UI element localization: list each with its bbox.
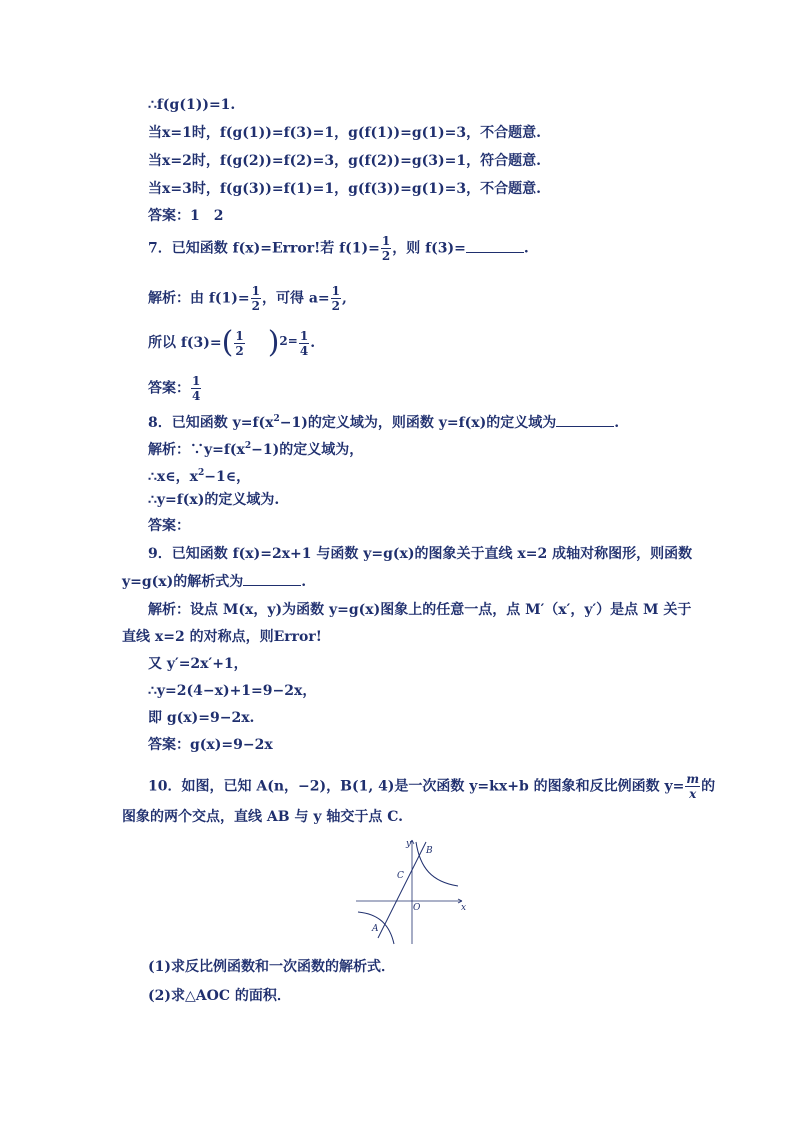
fraction-half [381, 234, 391, 263]
question-7 [148, 234, 529, 263]
solution-9-3 [148, 655, 248, 673]
fraction [685, 772, 700, 801]
text: 10．如图，已知 A(n，−2)，B(1, 4)是一次函数 y=kx+b 的图象和反比例函数 y= [148, 778, 685, 795]
coordinate-figure [350, 838, 472, 946]
label-a: A [372, 924, 379, 934]
text: 解析：由 f(1)= [148, 290, 250, 307]
solution-9-5 [148, 709, 254, 727]
solution-7-result [148, 325, 316, 360]
answer-8 [148, 517, 190, 535]
label-b: B [426, 846, 433, 856]
text: −1)的定义域为， [251, 442, 364, 458]
numerator: 1 [331, 284, 341, 298]
text: 的 [701, 778, 716, 795]
fraction [191, 374, 201, 403]
numerator: 1 [235, 328, 244, 343]
answer-6 [148, 207, 223, 225]
text: 2= [279, 334, 298, 348]
answer-blank [466, 240, 524, 253]
denominator: 4 [192, 389, 201, 403]
text: 解析：∵y=f(x [148, 442, 245, 458]
text: 9．已知函数 f(x)=2x+1 与函数 y=g(x)的图象关于直线 x=2 成轴对称图形，则函数 [148, 546, 693, 562]
answer-blank [243, 573, 301, 586]
line-4 [148, 180, 541, 198]
superscript: 2 [197, 468, 205, 478]
text: (2)求△AOC 的面积． [148, 988, 291, 1004]
right-paren: ) [267, 325, 280, 360]
text: 当x=1时，f(g(1))=f(3)=1，g(f(1))=g(1)=3，不合题意. [148, 125, 541, 141]
denominator: 2 [235, 343, 244, 358]
text: 当x=3时，f(g(3))=f(1)=1，g(f(3))=g(1)=3，不合题意. [148, 181, 541, 197]
denominator: 2 [331, 299, 341, 313]
text: −1)的定义域为，则函数 y=f(x)的定义域为 [279, 415, 557, 431]
label-c: C [397, 871, 404, 881]
numerator: 1 [251, 284, 260, 298]
text: ∴y=f(x)的定义域为. [148, 492, 280, 508]
solution-9-2 [122, 628, 322, 646]
question-9-1 [148, 545, 692, 563]
solution-7 [148, 284, 347, 313]
text: 答案： [148, 518, 190, 534]
text: . [614, 415, 620, 431]
denominator: 4 [299, 343, 309, 358]
text: , [342, 290, 347, 307]
text: 答案： [148, 380, 190, 397]
text: . [310, 335, 316, 351]
text: y=g(x)的解析式为 [122, 574, 244, 590]
line-ab [378, 842, 426, 938]
question-10-2 [122, 808, 403, 826]
fraction [251, 284, 261, 313]
label-x: x [461, 903, 467, 913]
label-o: O [413, 903, 421, 913]
question-10-part-2 [148, 987, 291, 1005]
numerator: 1 [299, 328, 309, 343]
superscript: 2 [273, 414, 280, 424]
numerator: 1 [192, 374, 201, 388]
question-9-2 [122, 573, 306, 591]
answer-blank [556, 414, 614, 427]
text: 直线 x=2 的对称点，则Error! [122, 629, 322, 645]
text: . [301, 574, 307, 590]
text: 答案：g(x)=9−2x [148, 737, 273, 753]
denominator: 2 [381, 249, 391, 263]
solution-8-3 [148, 491, 279, 509]
text: 7．已知函数 f(x)=Error!若 f(1)= [148, 240, 380, 257]
text: −1∈， [204, 469, 251, 485]
text: (1)求反比例函数和一次函数的解析式． [148, 959, 395, 975]
solution-8-2 [148, 464, 250, 486]
text: 答案：1 2 [148, 208, 224, 224]
label-y: y [406, 839, 412, 849]
numerator: 1 [381, 234, 391, 248]
text: ∴y=2(4−x)+1=9−2x， [148, 683, 317, 699]
numerator: m [686, 772, 700, 786]
answer-9 [148, 736, 273, 754]
text: 图象的两个交点，直线 AB 与 y 轴交于点 C. [122, 809, 403, 825]
text: 又 y′=2x′+1， [148, 656, 248, 672]
text: 所以 f(3)= [148, 335, 222, 351]
text: . [523, 240, 529, 257]
text: ∴x∈，x [148, 469, 198, 485]
denominator: x [689, 787, 697, 801]
denominator: 2 [251, 299, 260, 313]
text: ，则 f(3)= [392, 240, 466, 257]
text: 解析：设点 M(x，y)为函数 y=g(x)图象上的任意一点，点 M′（x′，y′）是点 M 关于 [148, 602, 692, 618]
fraction [299, 329, 309, 358]
line-1 [148, 96, 235, 114]
solution-8-1 [148, 437, 363, 459]
fraction [331, 284, 341, 313]
fraction [234, 329, 244, 358]
text: 当x=2时，f(g(2))=f(2)=3，g(f(2))=g(3)=1，符合题意. [148, 153, 541, 169]
solution-9-1 [148, 601, 691, 619]
answer-7 [148, 374, 202, 403]
question-8 [148, 410, 619, 432]
question-10-1 [148, 772, 715, 801]
solution-9-4 [148, 682, 316, 700]
left-paren: ( [221, 325, 234, 360]
superscript: 2 [244, 441, 252, 451]
question-10-part-1 [148, 958, 395, 976]
text: 即 g(x)=9−2x. [148, 710, 255, 726]
text: 8．已知函数 y=f(x [148, 415, 274, 431]
line-2 [148, 124, 541, 142]
line-3 [148, 152, 541, 170]
text: ，可得 a= [261, 290, 330, 307]
text: ∴f(g(1))=1. [148, 97, 236, 113]
